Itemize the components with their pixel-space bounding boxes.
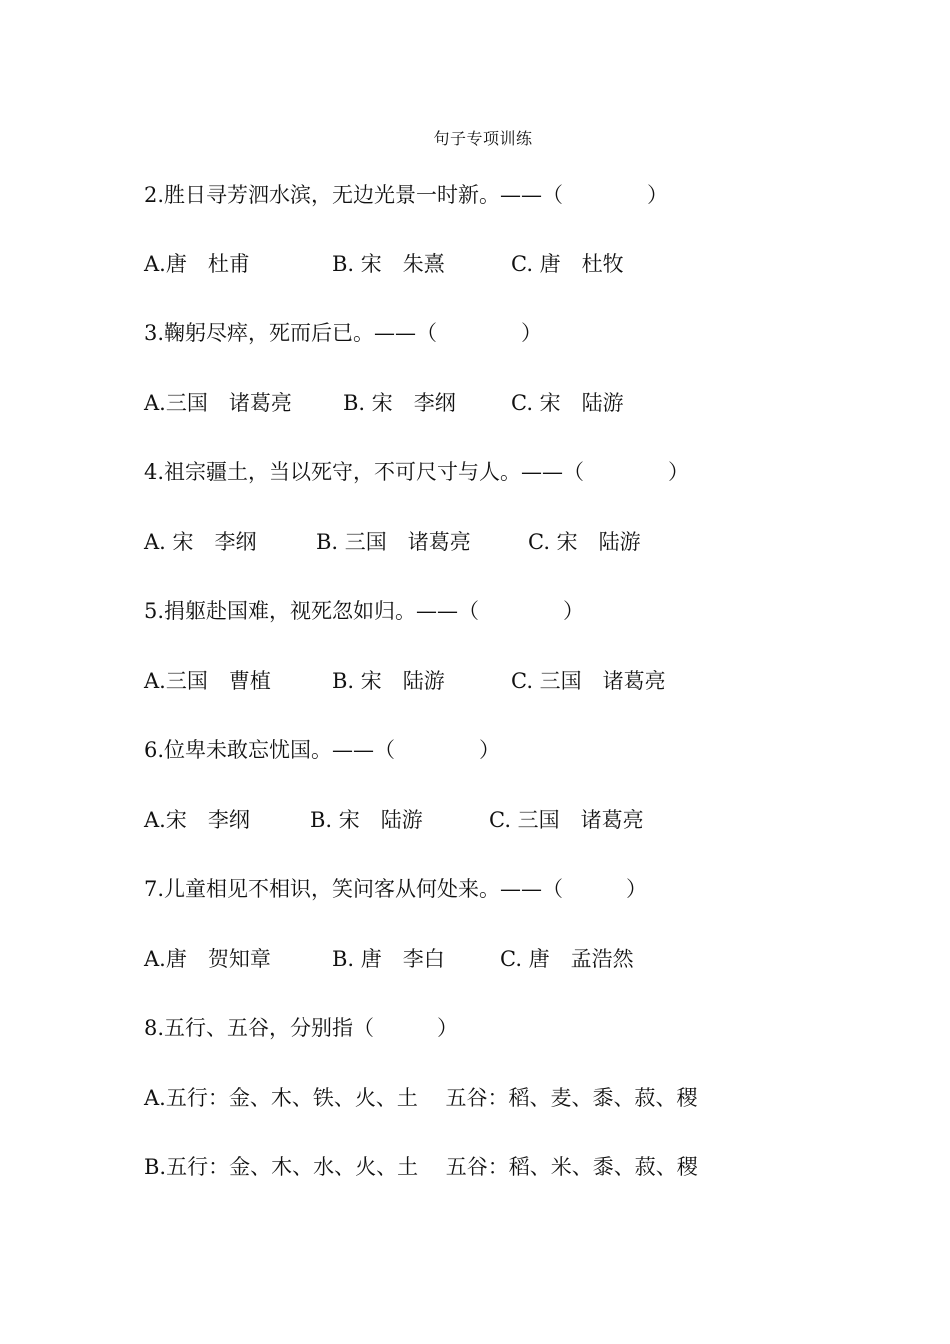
option-b: B. 宋 陆游 [310, 808, 423, 832]
option-b: B. 宋 陆游 [332, 669, 445, 693]
option-a: A.唐 贺知章 [144, 947, 271, 971]
option-c: C. 唐 杜牧 [511, 252, 624, 276]
option-c: C. 宋 陆游 [528, 530, 641, 554]
option-a: A.三国 诸葛亮 [144, 391, 292, 415]
question-7: 7.儿童相见不相识，笑问客从何处来。——（ ） [144, 877, 648, 901]
question-4: 4.祖宗疆土，当以死守，不可尺寸与人。——（ ） [144, 460, 690, 484]
question-2: 2.胜日寻芳泗水滨，无边光景一时新。——（ ） [144, 183, 669, 207]
option-c: C. 宋 陆游 [511, 391, 624, 415]
question-8: 8.五行、五谷，分别指（ ） [144, 1016, 459, 1040]
page-title: 句子专项训练 [433, 129, 533, 148]
option-c: C. 三国 诸葛亮 [511, 669, 666, 693]
option-a: A.宋 李纲 [144, 808, 250, 832]
option-b: B. 唐 李白 [332, 947, 445, 971]
option-c: C. 三国 诸葛亮 [489, 808, 644, 832]
question-5: 5.捐躯赴国难，视死忽如归。——（ ） [144, 599, 585, 623]
question-8-choice-b: B.五行：金、木、水、火、土 五谷：稻、米、黍、菽、稷 [144, 1155, 698, 1179]
option-b: B. 宋 李纲 [343, 391, 456, 415]
question-3: 3.鞠躬尽瘁，死而后已。——（ ） [144, 321, 543, 345]
option-b: B. 三国 诸葛亮 [316, 530, 471, 554]
question-6: 6.位卑未敢忘忧国。——（ ） [144, 738, 501, 762]
option-a: A.唐 杜甫 [144, 252, 250, 276]
question-8-choice-a: A.五行：金、木、铁、火、土 五谷：稻、麦、黍、菽、稷 [144, 1086, 698, 1110]
option-a: A.三国 曹植 [144, 669, 271, 693]
option-a: A. 宋 李纲 [144, 530, 257, 554]
option-b: B. 宋 朱熹 [332, 252, 445, 276]
option-c: C. 唐 孟浩然 [500, 947, 634, 971]
